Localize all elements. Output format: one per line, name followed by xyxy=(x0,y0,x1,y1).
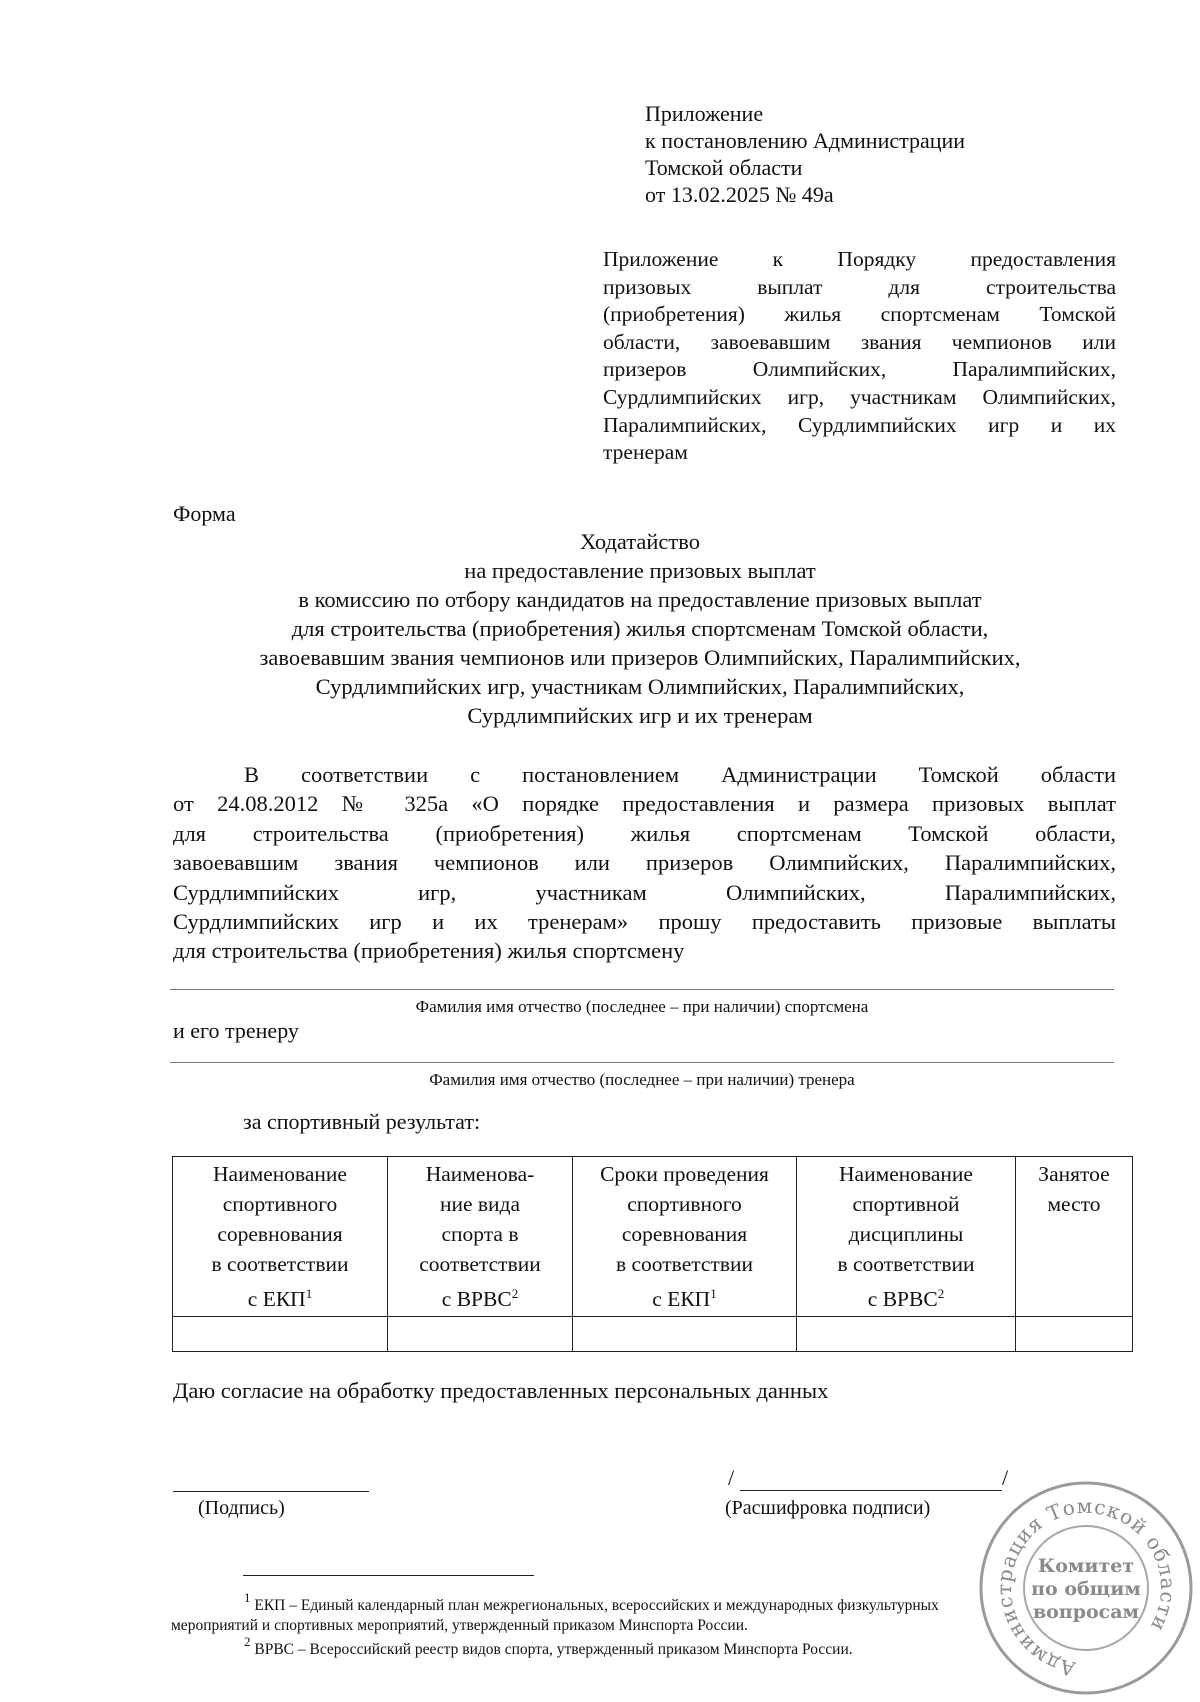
form-label: Форма xyxy=(173,501,236,526)
body-line: для строительства (приобретения) жилья спортсмену xyxy=(173,938,685,964)
table-header-cell: Наименова- ние вида спорта в соответствии с ВРВС$^2$ xyxy=(388,1157,573,1317)
appendix-line: области, завоевавшим звания чемпионов или xyxy=(603,329,1116,354)
title-line: на предоставление призовых выплат xyxy=(464,558,816,583)
appendix-line: призовых выплат для строительства xyxy=(603,274,1116,299)
signature-field[interactable] xyxy=(173,1491,369,1492)
header-line: от 13.02.2025 № 49а xyxy=(645,182,834,207)
appendix-line: (приобретения) жилья спортсменам Томской xyxy=(603,302,1116,327)
footnote-1: $^1$ ЕКП – Единый календарный план межрегиональных, всероссийских и международных физкультурных мероприятий и спортивных мероприятий, утвержденный приказом Минспорта России. xyxy=(171,1590,939,1634)
document-title xyxy=(160,527,1120,730)
table-header-cell: Наименование спортивной дисциплины в соответствии с ВРВС$^2$ xyxy=(797,1157,1016,1317)
table-header-cell: Сроки проведения спортивного соревнования в соответствии с ЕКП$^1$ xyxy=(573,1157,797,1317)
title-line: Сурдлимпийских игр и их тренерам xyxy=(467,703,813,728)
table-input-cell[interactable] xyxy=(173,1317,388,1352)
table-input-cell[interactable] xyxy=(388,1317,573,1352)
body-line: для строительства (приобретения) жилья спортсменам Томской области, xyxy=(173,820,1116,846)
table-input-cell[interactable] xyxy=(1016,1317,1133,1352)
results-table xyxy=(172,1156,1133,1352)
title-line: Ходатайство xyxy=(580,529,700,554)
footnote-separator xyxy=(243,1575,534,1576)
body-line: Сурдлимпийских игр, участникам Олимпийских, Паралимпийских, xyxy=(173,879,1116,905)
table-header-cell: Наименование спортивного соревнования в соответствии с ЕКП$^1$ xyxy=(173,1157,388,1317)
footnote-2: $^2$ ВРВС – Всероссийский реестр видов спорта, утвержденный приказом Минспорта России. xyxy=(244,1634,853,1658)
title-line: завоевавшим звания чемпионов или призеров Олимпийских, Паралимпийских, xyxy=(259,645,1021,670)
appendix-line: призеров Олимпийских, Паралимпийских, xyxy=(603,357,1116,382)
appendix-line: тренерам xyxy=(603,440,688,465)
slash-right: / xyxy=(1002,1465,1009,1490)
header-block xyxy=(645,100,965,208)
appendix-block xyxy=(603,246,1116,467)
result-label: за спортивный результат: xyxy=(243,1109,481,1134)
body-line: В соответствии с постановлением Администрации Томской области xyxy=(244,762,1116,787)
table-row xyxy=(173,1317,1133,1352)
coach-label: и его тренеру xyxy=(173,1018,299,1043)
athlete-caption: Фамилия имя отчество (последнее – при наличии) спортсмена xyxy=(415,997,869,1016)
table-header-cell: Занятое место xyxy=(1016,1157,1133,1317)
title-line: Сурдлимпийских игр, участникам Олимпийских, Паралимпийских, xyxy=(315,674,965,699)
stamp-ring-text: Администрация Томской области xyxy=(991,1493,1181,1682)
table-input-cell[interactable] xyxy=(573,1317,797,1352)
appendix-line: Приложение к Порядку предоставления xyxy=(603,247,1116,271)
appendix-line: Паралимпийских, Сурдлимпийских игр и их xyxy=(603,412,1116,437)
signature-decode-caption: (Расшифровка подписи) xyxy=(725,1497,931,1519)
table-header-row xyxy=(173,1157,1133,1317)
consent-text: Даю согласие на обработку предоставленных персональных данных xyxy=(173,1378,829,1403)
header-line: к постановлению Администрации xyxy=(645,128,966,153)
signature-caption: (Подпись) xyxy=(198,1497,285,1519)
stamp-center-line: вопросам xyxy=(1032,1601,1140,1623)
title-line: в комиссию по отбору кандидатов на предоставление призовых выплат xyxy=(298,587,982,612)
slash-left: / xyxy=(728,1465,735,1490)
stamp-center-line: Комитет xyxy=(1037,1555,1135,1577)
body-line: Сурдлимпийских игр и их тренерам» прошу предоставить призовые выплаты xyxy=(173,909,1116,935)
table-input-cell[interactable] xyxy=(797,1317,1016,1352)
stamp-center-line: по общим xyxy=(1031,1578,1141,1600)
body-line: от 24.08.2012 № 325а «О порядке предоставления и размера призовых выплат xyxy=(173,791,1116,817)
body-paragraph xyxy=(173,760,1116,966)
coach-caption: Фамилия имя отчество (последнее – при наличии) тренера xyxy=(429,1070,855,1089)
athlete-name-field[interactable] xyxy=(170,989,1114,990)
header-line: Томской области xyxy=(645,155,803,180)
signature-decode-field[interactable] xyxy=(740,1490,1002,1491)
title-line: для строительства (приобретения) жилья спортсменам Томской области, xyxy=(291,616,989,641)
header-line: Приложение xyxy=(645,101,764,126)
body-line: завоевавшим звания чемпионов или призеров Олимпийских, Паралимпийских, xyxy=(173,850,1116,876)
committee-stamp xyxy=(973,1475,1200,1702)
coach-name-field[interactable] xyxy=(170,1062,1114,1063)
appendix-line: Сурдлимпийских игр, участникам Олимпийских, xyxy=(603,384,1116,409)
